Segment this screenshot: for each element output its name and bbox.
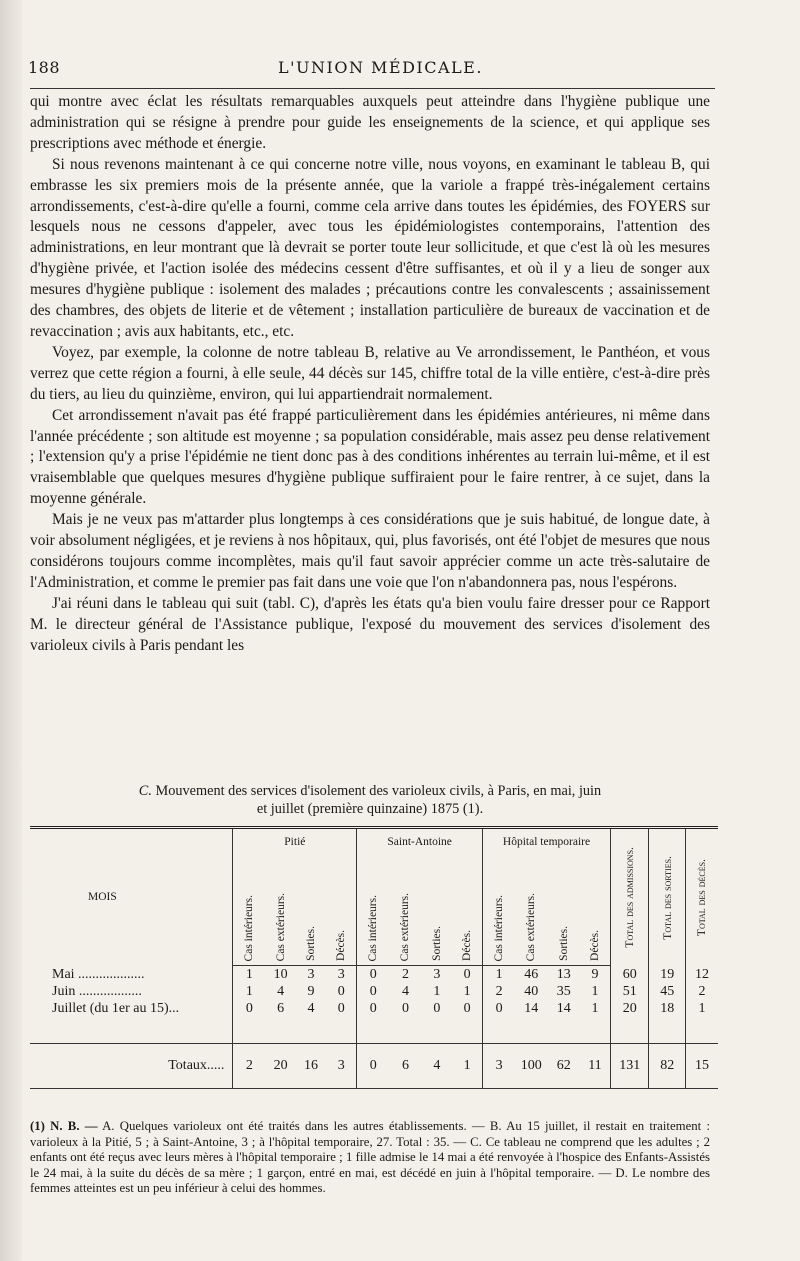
table-spacer-row [30, 1017, 718, 1044]
col-header-cas-exterieurs: Cas extérieurs. [265, 855, 295, 966]
table-cell: 3 [433, 967, 441, 982]
table-cell: 4 [422, 1044, 452, 1089]
row-label: Juin .................. [52, 984, 142, 999]
body-text [30, 92, 710, 656]
table-cell: 0 [433, 1001, 441, 1016]
table-cell: 2 [685, 983, 718, 1000]
table-cell: 131 [610, 1044, 649, 1089]
table-cell: 1 [685, 1000, 718, 1017]
table-cell: 0 [357, 983, 389, 1000]
running-head [28, 58, 718, 84]
table-cell: 1 [483, 966, 515, 984]
table-cell: 1 [463, 984, 471, 999]
table-cell: 13 [556, 967, 571, 982]
table-cell: 1 [452, 1044, 482, 1089]
table-cell: 60 [610, 966, 649, 984]
row-label: Juillet (du 1er au 15)... [52, 1001, 180, 1016]
col-header-cas-interieurs: Cas intérieurs. [233, 855, 265, 966]
table-cell: 16 [296, 1044, 326, 1089]
table-cell: 6 [277, 1001, 285, 1016]
paragraph-continuation: qui montre avec éclat les résultats remarquables auxquels peut atteindre dans l'hygiène publique une administration qui se résigne à prendre pour guide les enseignements de la science, et qui applique ses prescriptions avec méthode et énergie. [30, 93, 710, 152]
table-cell: 11 [580, 1044, 610, 1089]
col-header-cas-exterieurs: Cas extérieurs. [515, 855, 547, 966]
table-cell: 15 [685, 1044, 718, 1089]
totals-label: Totaux..... [30, 1044, 233, 1089]
table-cell: 4 [307, 1001, 315, 1016]
header-rule [30, 88, 715, 89]
paragraph: Cet arrondissement n'avait pas été frappé particulièrement dans les épidémies antérieures, ni même dans l'année précédente ; son altitude est moyenne ; sa population considérable, mais assez peu dense relativement ; l'extension qu'y a prise l'épidémie ne tient donc pas à des conditions inhérentes au terrain lui-même, et il est vraisemblable que quelques mesures d'hygiène publique suffiraient pour le faire rentrer, à ce sujet, dans la moyenne générale. [30, 406, 710, 508]
col-header-sorties: Sorties. [296, 855, 326, 966]
table-cell: 6 [389, 1044, 421, 1089]
col-header-sorties: Sorties. [548, 855, 580, 966]
col-header-deces: Décès. [580, 855, 610, 966]
col-header-total-sorties: Total des sorties. [649, 828, 686, 966]
table-row-juin [30, 983, 718, 1000]
table-cell: 35 [556, 984, 571, 999]
table-cell: 62 [548, 1044, 580, 1089]
table-cell: 3 [307, 967, 315, 982]
table-cell: 46 [524, 967, 539, 982]
table-cell: 20 [265, 1044, 295, 1089]
table-cell: 1 [433, 984, 441, 999]
table-cell: 19 [649, 966, 686, 984]
paragraph: Voyez, par exemple, la colonne de notre tableau B, relative au Ve arrondissement, le Panthéon, et vous verrez que cette région a fourni, à elle seule, 44 décès sur 145, chiffre total de la ville entière, c'est-à-dire près du tiers, au lieu du quinzième, environ, qui lui appartiendrait normalement. [30, 343, 710, 403]
table-group-header-row [30, 828, 718, 856]
col-header-total-deces: Total des décès. [685, 828, 718, 966]
table-caption [30, 782, 710, 818]
isolation-table [30, 826, 718, 1089]
col-header-cas-exterieurs: Cas extérieurs. [389, 855, 421, 966]
table-row-totals [30, 1044, 718, 1089]
mois-header: MOIS [30, 828, 233, 966]
table-cell: 0 [463, 967, 471, 982]
table-cell: 12 [685, 966, 718, 984]
table-cell: 9 [307, 984, 315, 999]
table-cell: 0 [337, 984, 345, 999]
table-cell: 0 [357, 1000, 389, 1017]
table-cell: 0 [337, 1001, 345, 1016]
col-header-deces: Décès. [452, 855, 482, 966]
page-gutter-shadow [0, 0, 22, 1261]
table-cell: 45 [649, 983, 686, 1000]
table-cell: 0 [357, 966, 389, 984]
footnote [30, 1119, 710, 1197]
table-cell: 1 [591, 1001, 599, 1016]
page-number: 188 [28, 58, 61, 77]
table-cell: 1 [233, 983, 265, 1000]
paragraph: Si nous revenons maintenant à ce qui concerne notre ville, nous voyons, en examinant le tableau B, qui embrasse les six premiers mois de la présente année, que la variole a frappé très-inégalement certains arrondissements, c'est-à-dire qu'elle a fourni, comme cela arrive dans toutes les épidémies, des FOYERS sur lesquels nous ne cessons d'appeler, avec tous les épidémiologistes contemporains, l'attention des administrations, en leur montrant que là devrait se porter toute leur sollicitude, et que c'est là où les mesures d'hygiène privée, et l'action isolée des médecins cessent d'être suffisantes, et où il y a lieu de songer aux mesures d'hygiène publique : isolement des malades ; précautions contre les convalescents ; assainissement des chambres, des objets de literie et de vêtement ; installation particulière de bureaux de vaccination et de revaccination ; avis aux habitants, etc., etc. [30, 155, 710, 340]
col-header-cas-interieurs: Cas intérieurs. [483, 855, 515, 966]
table-cell: 1 [591, 984, 599, 999]
table-cell: 100 [515, 1044, 547, 1089]
table-cell: 0 [463, 1001, 471, 1016]
caption-line-2: et juillet (première quinzaine) 1875 (1). [256, 801, 484, 817]
caption-line-1 [30, 782, 710, 800]
footnote-text: A. Quelques varioleux ont été traités dans les autres établissements. — B. Au 15 juillet, il restait en traitement : varioleux à la Pitié, 5 ; à Saint-Antoine, 3 ; à l'hôpital temporaire, 27. Total : 35. — C. Ce tableau ne comprend que les adultes ; 2 enfants ont été reçus avec leurs mères à l'hôpital temporaire ; 1 fille admise le 14 mai a été renvoyée à l'hospice des Enfants-Assistés le 24 mai, à la suite du décès de sa mère ; 1 garçon, entré en mai, est décédé en juin à l'hôpital temporaire. — D. Le nombre des femmes atteintes est un peu inférieur à celui des hommes. [30, 1119, 711, 1196]
col-header-deces: Décès. [326, 855, 356, 966]
table-cell: 4 [277, 984, 285, 999]
table-cell: 82 [649, 1044, 686, 1089]
group-header-hopital-temporaire: Hôpital temporaire [483, 828, 611, 856]
table-cell: 4 [401, 984, 409, 999]
table-cell: 0 [401, 1001, 409, 1016]
paragraph: Mais je ne veux pas m'attarder plus longtemps à ces considérations que je suis habitué, de longue date, à voir absolument négligées, et je reviens à nos hôpitaux, qui, plus favorisés, ont été l'objet de mesures que nous considérons toujours comme incomplètes, mais qu'il faut savoir apprécier comme un acte très-salutaire de l'Administration, et comme le premier pas fait dans une voie que l'on n'abandonnera pas, nous l'espérons. [30, 511, 710, 591]
table-cell: 9 [591, 967, 599, 982]
footnote-mark: (1) N. B. — [30, 1119, 98, 1133]
paragraph: J'ai réuni dans le tableau qui suit (tabl. C), d'après les états qu'a bien voulu faire dresser pour ce Rapport M. le directeur général de l'Assistance publique, l'exposé du mouvement des services d'isolement des varioleux civils à Paris pendant les [30, 594, 710, 654]
caption-letter: C. [138, 783, 152, 799]
journal-title: L'UNION MÉDICALE. [278, 58, 483, 77]
col-header-total-admissions: Total des admissions. [610, 828, 649, 966]
row-label: Mai ................... [52, 966, 145, 982]
table-cell: 0 [233, 1000, 265, 1017]
col-header-cas-interieurs: Cas intérieurs. [357, 855, 389, 966]
table-cell: 3 [326, 1044, 356, 1089]
col-header-sorties: Sorties. [422, 855, 452, 966]
table-cell: 14 [524, 1001, 539, 1016]
table-cell: 2 [483, 983, 515, 1000]
caption-text-1: Mouvement des services d'isolement des varioleux civils, à Paris, en mai, juin [155, 783, 602, 799]
table-cell: 51 [610, 983, 649, 1000]
footnote-paragraph [30, 1119, 710, 1197]
table-cell: 3 [483, 1044, 515, 1089]
table-cell: 2 [401, 967, 409, 982]
table-cell: 10 [273, 967, 288, 982]
table-cell: 18 [649, 1000, 686, 1017]
table-row-juillet [30, 1000, 718, 1017]
table-cell: 1 [233, 966, 265, 984]
group-header-pitie: Pitié [233, 828, 357, 856]
table-cell: 40 [524, 984, 539, 999]
table-cell: 2 [233, 1044, 265, 1089]
table-cell: 20 [610, 1000, 649, 1017]
table-row-mai [30, 966, 718, 984]
group-header-saint-antoine: Saint-Antoine [357, 828, 483, 856]
table-cell: 0 [357, 1044, 389, 1089]
table-cell: 3 [337, 967, 345, 982]
table-cell: 14 [556, 1001, 571, 1016]
table-cell: 0 [483, 1000, 515, 1017]
